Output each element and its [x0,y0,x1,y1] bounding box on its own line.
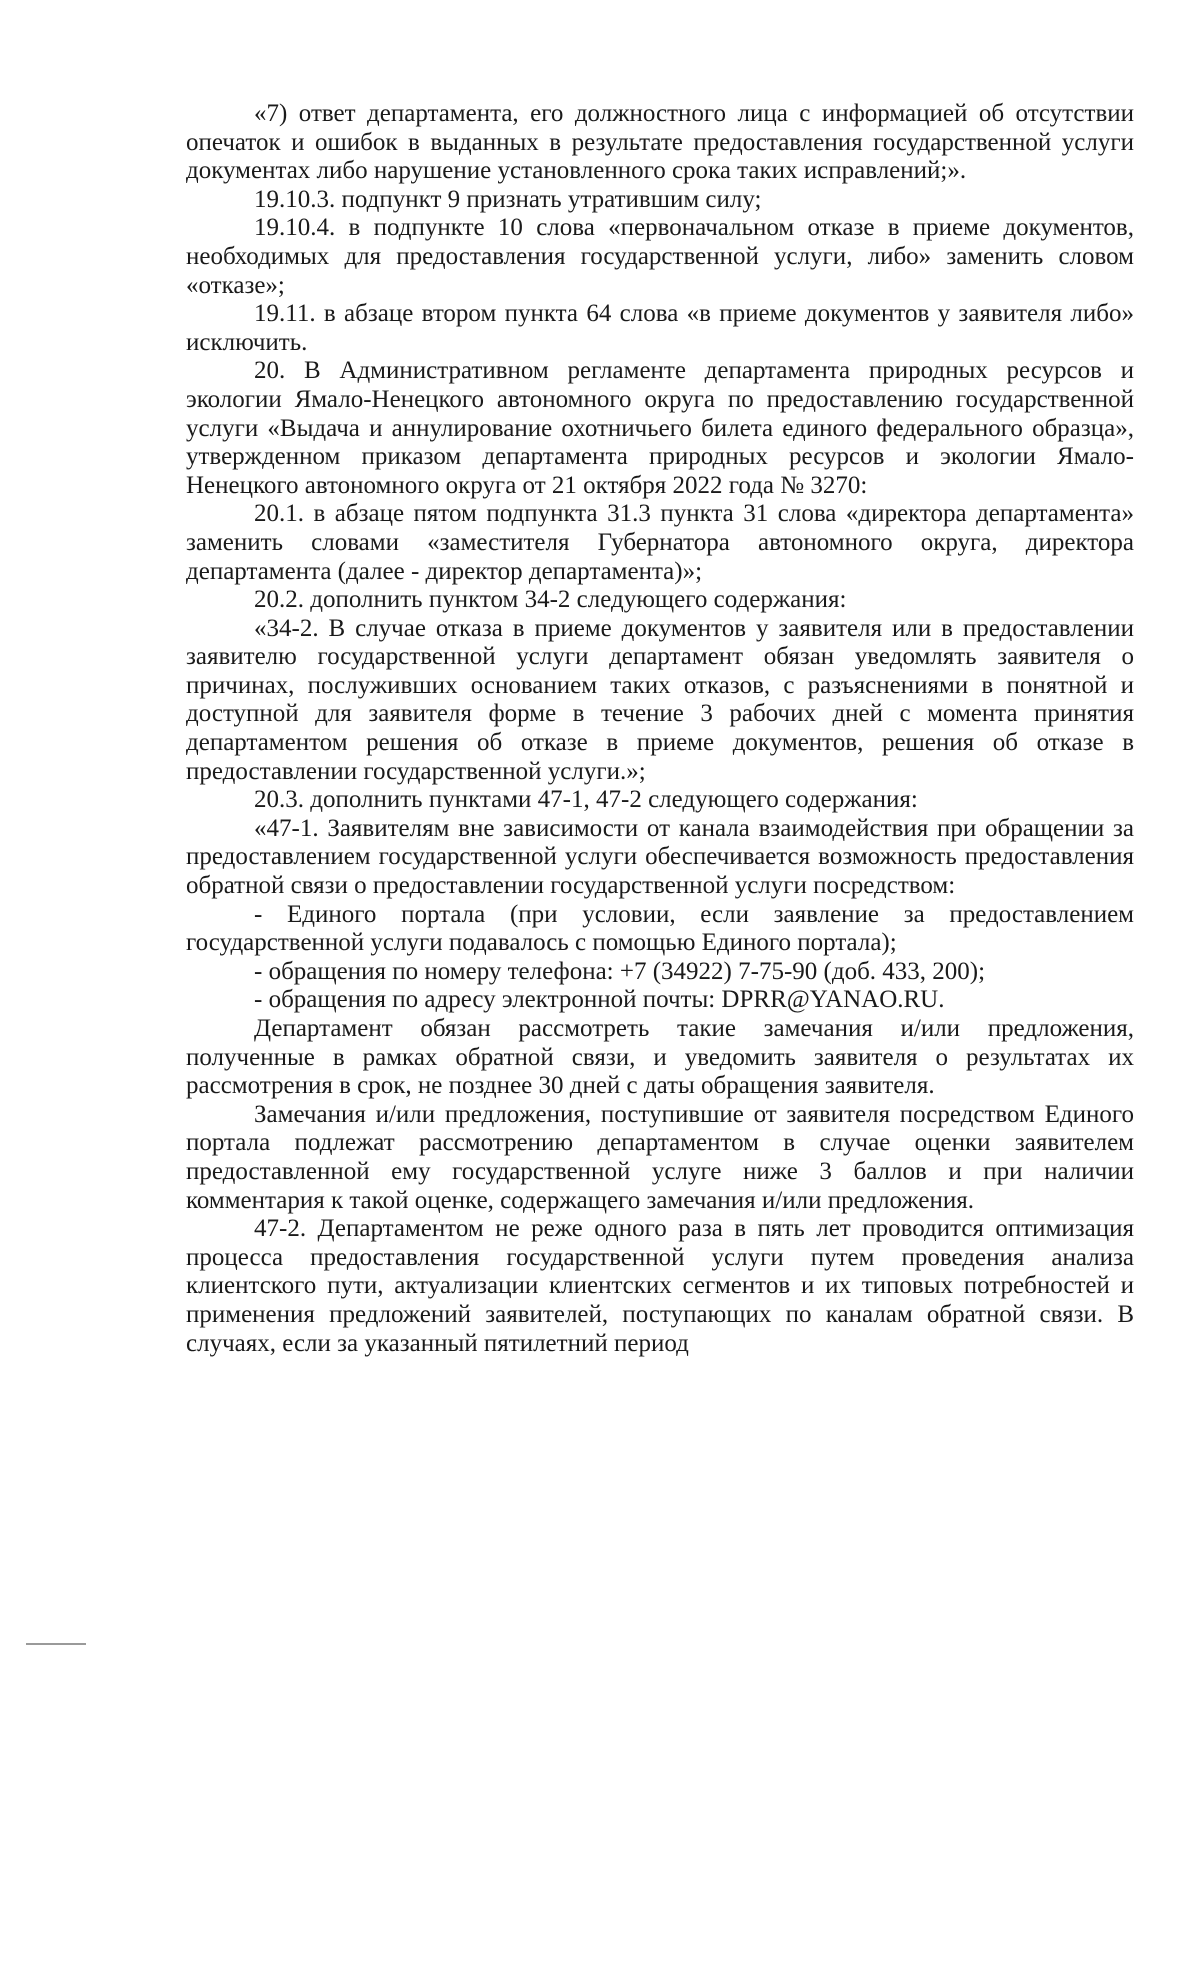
paragraph-department-obligation: Департамент обязан рассмотреть такие замечания и/или предложения, полученные в рамках обратной связи, и уведомить заявителя о результатах их рассмотрения в срок, не позднее 30 дней с даты обращения заявителя. [186,1015,1134,1100]
paragraph-20-3: 20.3. дополнить пунктами 47-1, 47-2 следующего содержания: [254,786,918,814]
list-item-email: - обращения по адресу электронной почты: DPRR@YANAO.RU. [254,986,945,1014]
scan-margin-mark [26,1643,86,1645]
paragraph-20-1: 20.1. в абзаце пятом подпункта 31.3 пункта 31 слова «директора департамента» заменить словами «заместителя Губернатора автономного округа, директора департамента (далее - директор департамента)»; [186,500,1134,585]
paragraph-47-2: 47-2. Департаментом не реже одного раза в пять лет проводится оптимизация процесса предоставления государственной услуги путем проведения анализа клиентского пути, актуализации клиентских сегментов и их типовых потребностей и применения предложений заявителей, поступающих по каналам обратной связи. В случаях, если за указанный пятилетний период [186,1215,1134,1357]
paragraph-20: 20. В Административном регламенте департамента природных ресурсов и экологии Ямало-Ненецкого автономного округа по предоставлению государственной услуги «Выдача и аннулирование охотничьего билета единого федерального образца», утвержденном приказом департамента природных ресурсов и экологии Ямало-Ненецкого автономного округа от 21 октября 2022 года № 3270: [186,357,1134,499]
document-body [186,100,1134,1358]
paragraph-34-2: «34-2. В случае отказа в приеме документов у заявителя или в предоставлении заявителю государственной услуги департамент обязан уведомлять заявителя о причинах, послуживших основанием таких отказов, с разъяснениями в понятной и доступной для заявителя форме в течение 3 рабочих дней с момента принятия департаментом решения об отказе в приеме документов, решения об отказе в предоставлении государственной услуги.»; [186,614,1134,785]
paragraph-19-10-3: 19.10.3. подпункт 9 признать утратившим силу; [254,185,762,213]
paragraph-47-1: «47-1. Заявителям вне зависимости от канала взаимодействия при обращении за предоставлением государственной услуги обеспечивается возможность предоставления обратной связи о предоставлении государственной услуги посредством: [186,814,1134,900]
list-item-phone: - обращения по номеру телефона: +7 (34922) 7-75-90 (доб. 433, 200); [254,957,986,985]
paragraph-20-2: 20.2. дополнить пунктом 34-2 следующего содержания: [254,586,847,614]
list-item-portal: - Единого портала (при условии, если заявление за предоставлением государственной услуги подавалось с помощью Единого портала); [186,900,1134,957]
paragraph-remarks: Замечания и/или предложения, поступившие от заявителя посредством Единого портала подлежат рассмотрению департаментом в случае оценки заявителем предоставленной ему государственной услуге ниже 3 баллов и при наличии комментария к такой оценке, содержащего замечания и/или предложения. [186,1100,1134,1214]
paragraph-19-10-4: 19.10.4. в подпункте 10 слова «первоначальном отказе в приеме документов, необходимых для предоставления государственной услуги, либо» заменить словом «отказе»; [186,214,1134,299]
paragraph-19-11: 19.11. в абзаце втором пункта 64 слова «в приеме документов у заявителя либо» исключить. [186,300,1134,356]
paragraph-7-answer: «7) ответ департамента, его должностного лица с информацией об отсутствии опечаток и ошибок в выданных в результате предоставления государственной услуги документах либо нарушение установленного срока таких исправлений;». [186,100,1134,185]
